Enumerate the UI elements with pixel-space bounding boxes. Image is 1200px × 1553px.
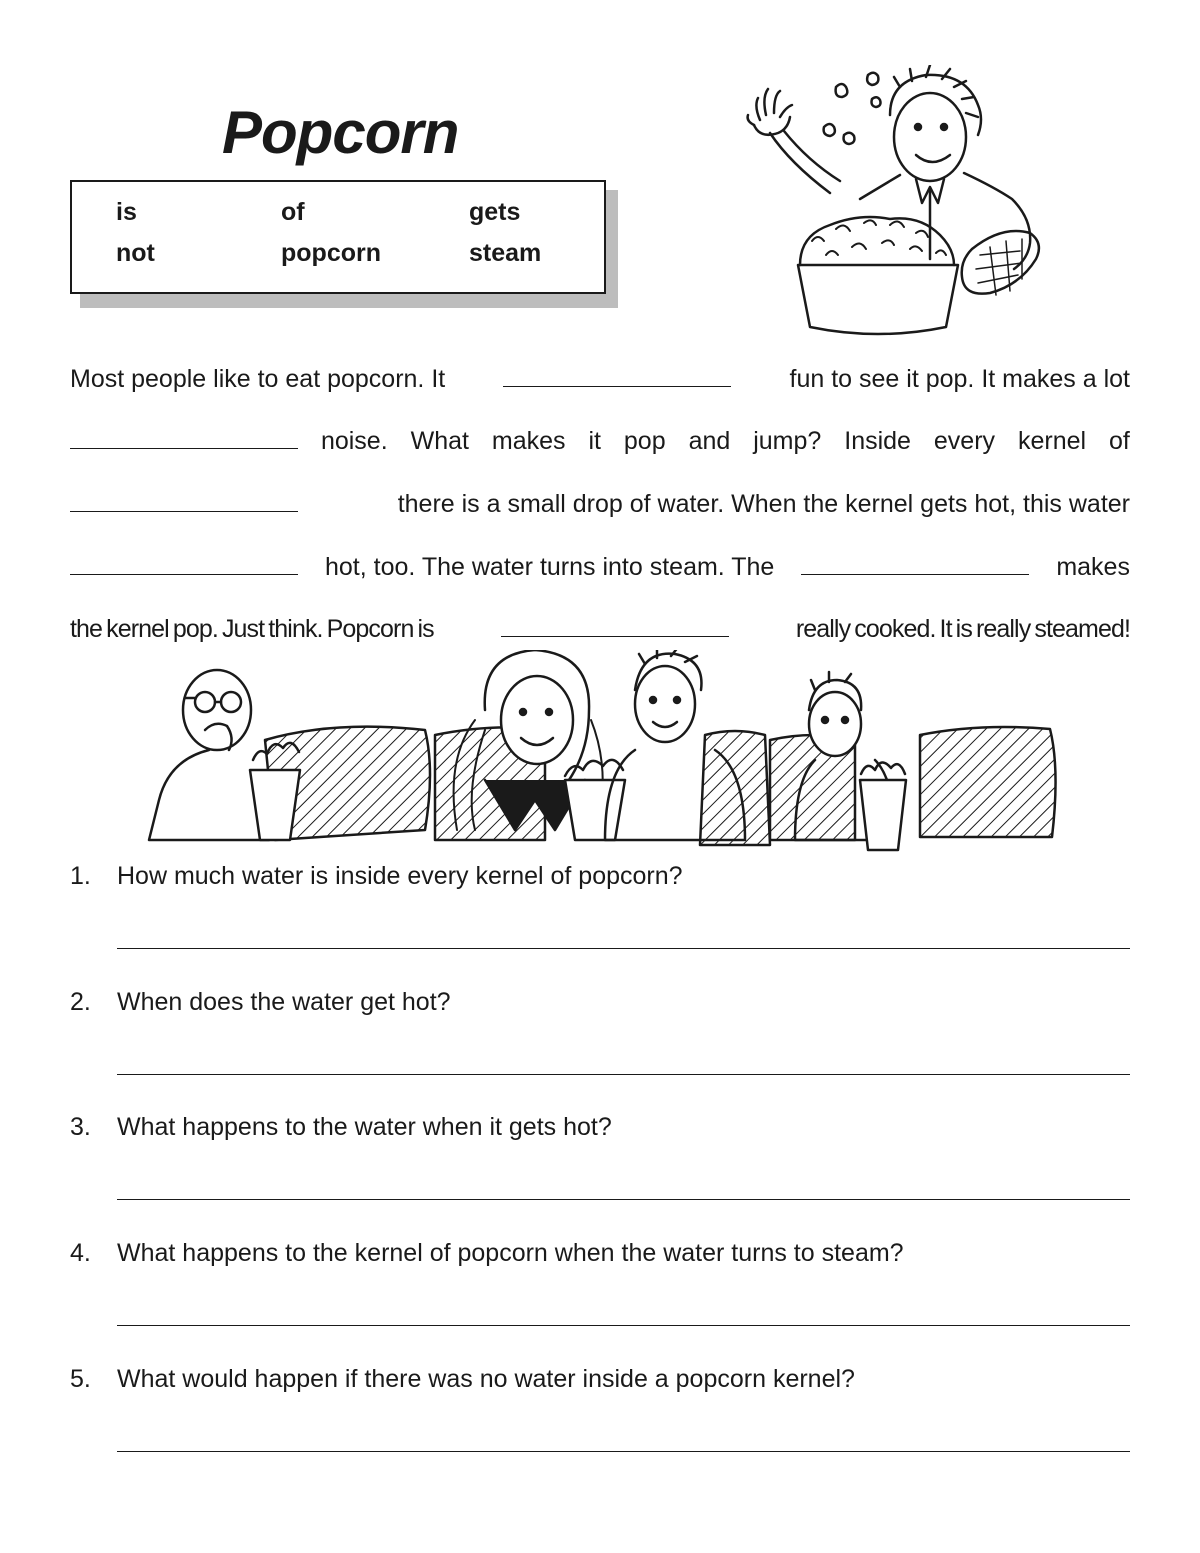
question-number: 2. [70,988,91,1016]
answer-blank[interactable] [501,612,729,637]
passage-word: it [588,427,601,455]
passage-text: really cooked. It is really steamed! [795,615,1130,643]
question-1 [70,862,683,891]
answer-line-1[interactable] [117,948,1130,949]
question-3 [70,1113,612,1142]
word-bank-word: not [116,239,155,267]
question-text: What happens to the water when it gets hot? [117,1113,612,1141]
family-eating-popcorn-illustration [145,650,1060,860]
answer-line-3[interactable] [117,1199,1130,1200]
word-bank-word: gets [469,198,521,226]
word-bank-word: of [281,198,305,226]
passage-word: of [1109,427,1130,455]
answer-blank[interactable] [70,550,298,575]
question-text: When does the water get hot? [117,988,451,1016]
answer-line-2[interactable] [117,1074,1130,1075]
passage-word: What [410,427,469,455]
page-title: Popcorn [222,99,459,166]
passage-text: fun to see it pop. It makes a lot [789,365,1130,393]
passage-word: makes [491,427,566,455]
answer-line-5[interactable] [117,1451,1130,1452]
answer-line-4[interactable] [117,1325,1130,1326]
word-bank-word: steam [469,239,542,267]
question-number: 3. [70,1113,91,1141]
question-2 [70,988,451,1017]
passage-word: noise. [320,427,388,455]
passage-text: there is a small drop of water. When the kernel gets hot, this water [397,490,1130,518]
answer-blank[interactable] [70,487,298,512]
passage-text: the kernel pop. Just think. Popcorn is [70,615,434,643]
question-number: 4. [70,1239,91,1267]
answer-blank[interactable] [801,550,1029,575]
passage-line-5 [70,612,1130,644]
question-text: How much water is inside every kernel of popcorn? [117,862,683,890]
question-5 [70,1365,855,1394]
word-bank-word: is [116,198,137,226]
question-text: What happens to the kernel of popcorn when the water turns to steam? [117,1239,904,1267]
question-number: 1. [70,862,91,890]
question-number: 5. [70,1365,91,1393]
question-4 [70,1239,904,1268]
passage-word: every [933,427,996,455]
word-bank-word: popcorn [281,239,381,267]
passage-word: pop [623,427,666,455]
passage-word: jump? [753,427,822,455]
passage-text: hot, too. The water turns into steam. The [325,553,775,581]
passage-word: and [688,427,731,455]
passage-line-3 [70,487,1130,519]
question-text: What would happen if there was no water inside a popcorn kernel? [117,1365,855,1393]
passage-line-1 [70,362,1130,394]
passage-line-2 [70,424,1130,456]
passage-text: makes [1056,553,1130,581]
boy-with-popcorn-bowl-illustration [740,65,1060,337]
answer-blank[interactable] [503,362,731,387]
answer-blank[interactable] [70,424,298,449]
passage-word: Inside [844,427,911,455]
word-bank [70,180,606,294]
passage-word: kernel [1017,427,1087,455]
passage-line-4 [70,550,1130,582]
passage-text: Most people like to eat popcorn. It [70,365,446,393]
